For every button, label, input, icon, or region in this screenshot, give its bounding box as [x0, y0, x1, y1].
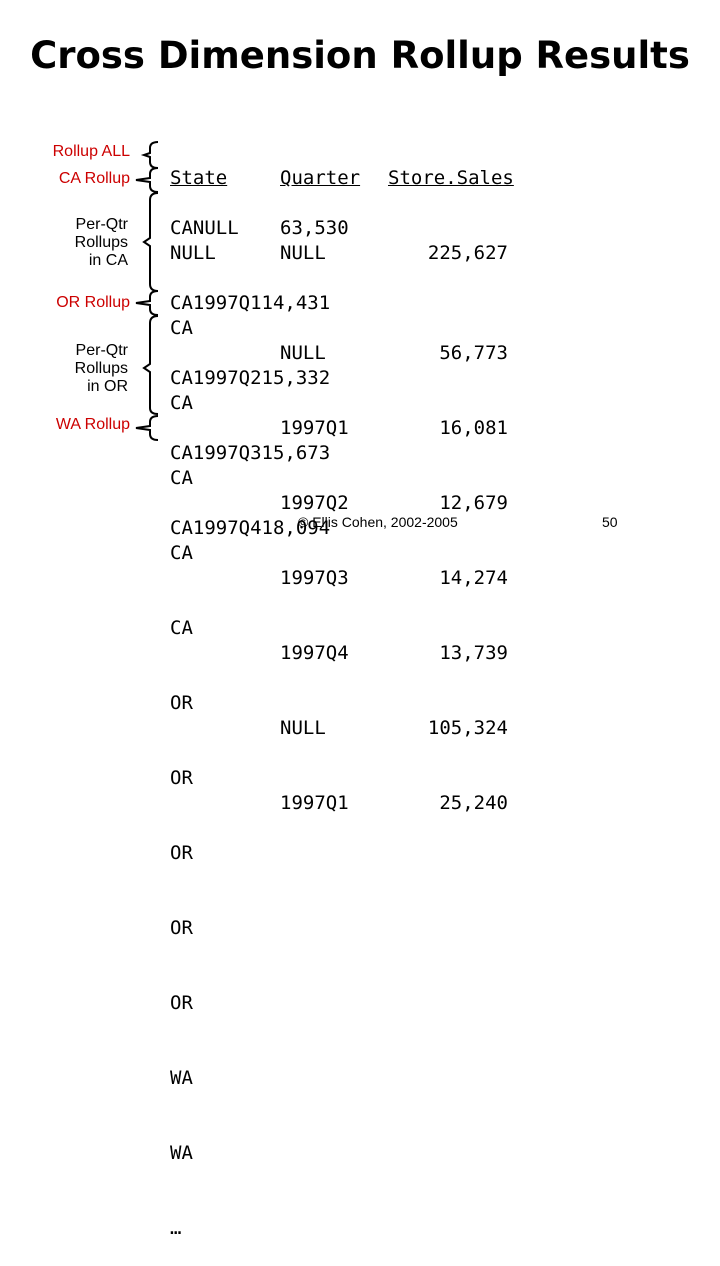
header-state: State [170, 167, 228, 189]
table-row: CANULL 63,530 [170, 217, 349, 239]
table-row: CA1997Q114,431 [170, 292, 331, 314]
state-cell: OR [170, 917, 193, 939]
quarter-column-lower [280, 291, 380, 841]
state-cell: CA [170, 317, 193, 339]
label-ca-rollup: CA Rollup [58, 170, 130, 187]
sales-cell: 13,739 [439, 642, 508, 664]
state-cell: CA [170, 392, 193, 414]
quarter-cell: 1997Q2 [280, 492, 349, 514]
state-cell: WA [170, 1067, 193, 1089]
label-or-rollup: OR Rollup [56, 294, 130, 311]
label-per-qtr-or: Per-Qtr Rollups in OR [74, 342, 128, 395]
sales-cell: 225,627 [427, 242, 508, 264]
brace-per-qtr-or [144, 316, 158, 414]
quarter-cell: 1997Q4 [280, 642, 349, 664]
quarter-cell: NULL [280, 717, 326, 739]
sales-cell: 25,240 [439, 792, 508, 814]
slide-title: Cross Dimension Rollup Results [30, 34, 690, 77]
brace-rollup-all [144, 142, 158, 168]
label-rollup-all: Rollup ALL [52, 143, 130, 160]
state-cell: CA [170, 542, 193, 564]
table-row: CA1997Q215,332 [170, 367, 331, 389]
sales-column [388, 116, 514, 291]
sales-cell: 105,324 [427, 717, 508, 739]
ellipsis: … [170, 1217, 182, 1239]
quarter-cell: 1997Q1 [280, 792, 349, 814]
quarter-cell: NULL [280, 342, 326, 364]
state-cell: NULL [170, 242, 216, 264]
table-row: CA1997Q315,673 [170, 442, 331, 464]
sales-cell: 12,679 [439, 492, 508, 514]
sales-column-lower [388, 291, 508, 841]
quarter-cell: 1997Q1 [280, 417, 349, 439]
brace-or-rollup [136, 291, 158, 315]
label-per-qtr-ca: Per-Qtr Rollups in CA [74, 216, 128, 269]
copyright-footer: © Ellis Cohen, 2002-2005 [298, 514, 458, 530]
state-cell: CA [170, 467, 193, 489]
header-sales: Store.Sales [388, 167, 514, 189]
state-cell: OR [170, 842, 193, 864]
brace-per-qtr-ca [144, 193, 158, 291]
state-cell: OR [170, 692, 193, 714]
header-quarter: Quarter [280, 167, 361, 189]
quarter-cell: 1997Q3 [280, 567, 349, 589]
page-number: 50 [602, 514, 618, 530]
state-cell: OR [170, 992, 193, 1014]
table-row: CA1997Q418,094 [170, 517, 331, 539]
sales-cell: 16,081 [439, 417, 508, 439]
quarter-cell: NULL [280, 242, 326, 264]
label-wa-rollup: WA Rollup [55, 416, 130, 433]
brace-wa-rollup [136, 416, 158, 440]
state-cell: CA [170, 617, 193, 639]
sales-cell: 14,274 [439, 567, 508, 589]
brace-ca-rollup [136, 168, 158, 192]
state-cell: OR [170, 767, 193, 789]
state-cell: WA [170, 1142, 193, 1164]
sales-cell: 56,773 [439, 342, 508, 364]
